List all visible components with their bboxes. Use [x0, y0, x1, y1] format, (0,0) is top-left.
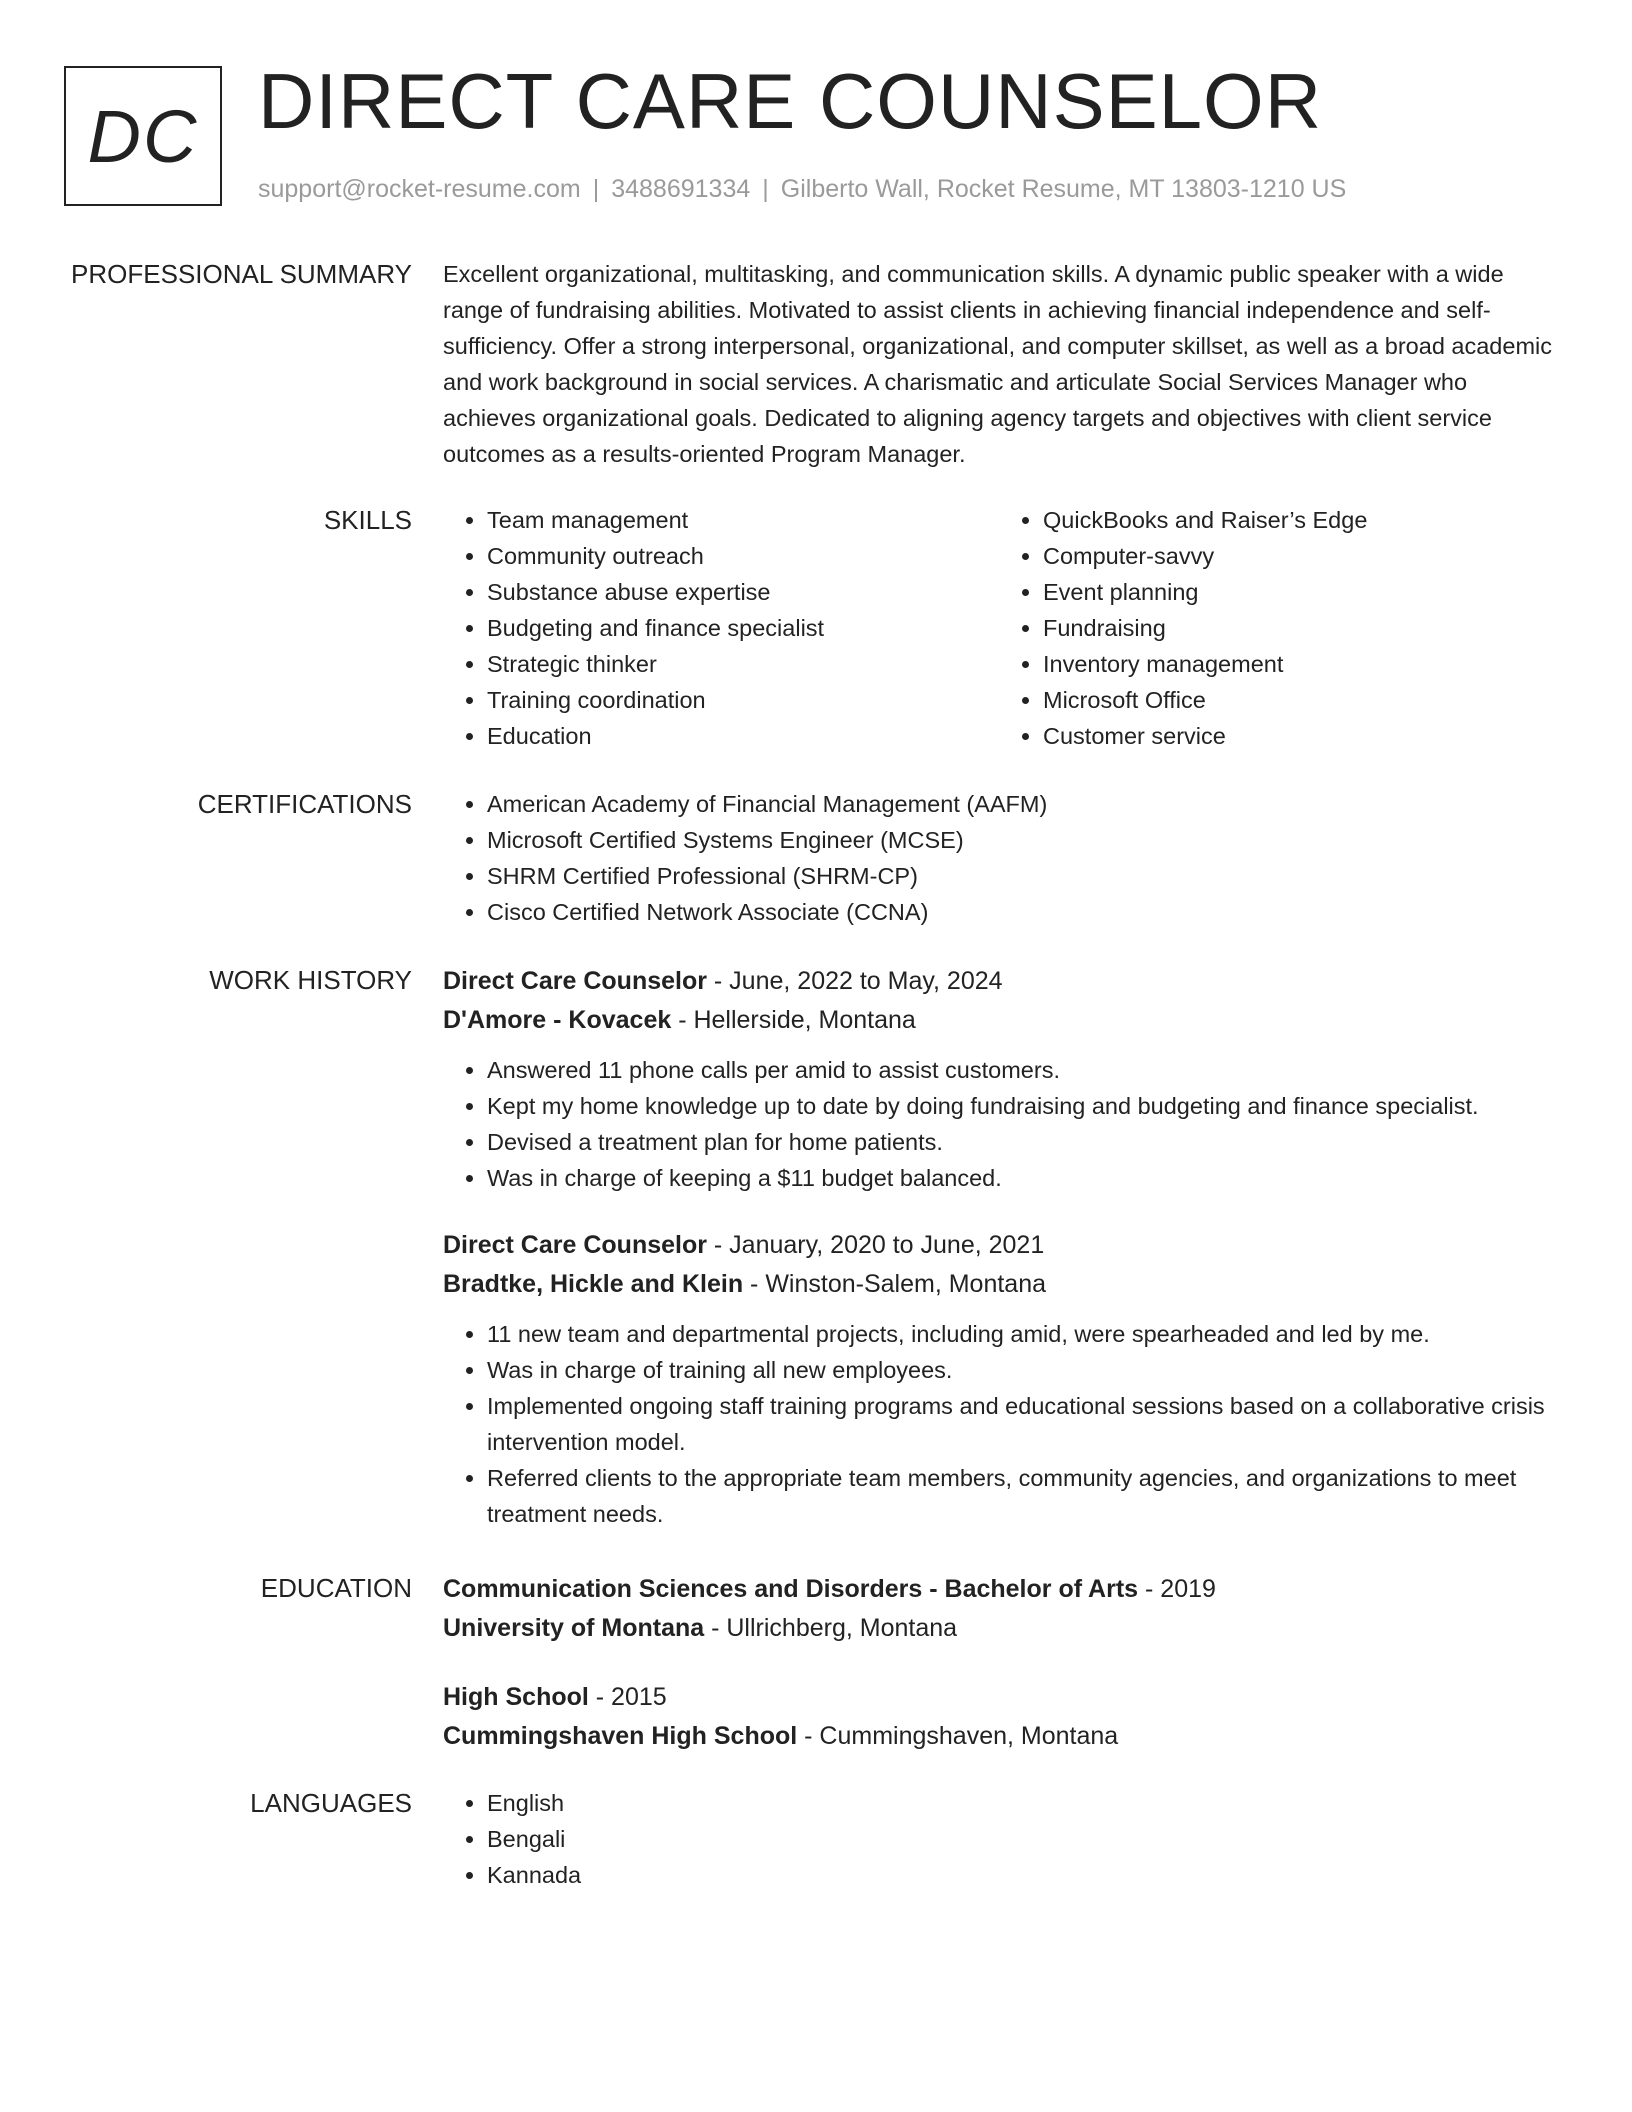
job-company-line: [443, 1001, 1555, 1040]
contact-address: Gilberto Wall, Rocket Resume, MT 13803-1210 US: [780, 175, 1347, 203]
list-item: • Customer service: [1043, 718, 1555, 754]
list-item: • Referred clients to the appropriate team members, community agencies, and organizations to meet treatment needs.: [487, 1460, 1555, 1532]
school: Cummingshaven High School: [443, 1722, 798, 1750]
certifications-list: [443, 786, 1555, 930]
list-item: • English: [487, 1785, 1555, 1821]
summary-text: Excellent organizational, multitasking, and communication skills. A dynamic public speaker with a wide range of fundraising abilities. Motivated to assist clients in achieving financial independence and self-sufficiency. Offer a strong interpersonal, organizational, and computer skillset, as well as a broad academic and work background in social services. A charismatic and articulate Social Services Manager who achieves organizational goals. Dedicated to aligning agency targets and objectives with client service outcomes as a results-oriented Program Manager.: [443, 261, 1552, 467]
degree: Communication Sciences and Disorders - Bachelor of Arts: [443, 1575, 1139, 1603]
list-item: • Microsoft Certified Systems Engineer (MCSE): [487, 822, 1555, 858]
list-item: • Was in charge of keeping a $11 budget balanced.: [487, 1160, 1555, 1196]
list-item: • American Academy of Financial Management (AAFM): [487, 786, 1555, 822]
list-item: • Training coordination: [487, 682, 999, 718]
list-item: • Was in charge of training all new employees.: [487, 1352, 1555, 1388]
monogram-box: [64, 66, 222, 206]
section-heading: WORK HISTORY: [209, 965, 412, 995]
certifications-body: [443, 786, 1555, 930]
job-bullets: [443, 1052, 1555, 1196]
list-item: • QuickBooks and Raiser’s Edge: [1043, 502, 1555, 538]
skills-list-left: [443, 502, 999, 754]
contact-email: support@rocket-resume.com: [258, 175, 581, 203]
page-title: DIRECT CARE COUNSELOR: [258, 57, 1323, 145]
list-item: • 11 new team and departmental projects, including amid, were spearheaded and led by me.: [487, 1316, 1555, 1352]
list-item: • Substance abuse expertise: [487, 574, 999, 610]
school-line: [443, 1609, 1555, 1648]
list-item: • Computer-savvy: [1043, 538, 1555, 574]
list-item: • Kept my home knowledge up to date by doing fundraising and budgeting and finance specialist.: [487, 1088, 1555, 1124]
job-bullets: [443, 1316, 1555, 1532]
job-dates: - June, 2022 to May, 2024: [706, 967, 1003, 995]
list-item: • Kannada: [487, 1857, 1555, 1893]
job-location: - Winston-Salem, Montana: [743, 1270, 1047, 1298]
degree-year: - 2019: [1138, 1575, 1216, 1603]
section-heading: SKILLS: [323, 505, 412, 535]
section-heading: EDUCATION: [260, 1573, 412, 1603]
list-item: • Budgeting and finance specialist: [487, 610, 999, 646]
contact-separator: |: [762, 175, 769, 203]
school-location: - Cummingshaven, Montana: [797, 1722, 1119, 1750]
section-heading: LANGUAGES: [250, 1788, 412, 1818]
work-history-body: [443, 962, 1555, 1532]
degree-year: - 2015: [588, 1683, 667, 1711]
list-item: • Strategic thinker: [487, 646, 999, 682]
education-body: [443, 1570, 1555, 1756]
section-heading: PROFESSIONAL SUMMARY: [71, 259, 412, 289]
list-item: • Fundraising: [1043, 610, 1555, 646]
school-line: [443, 1717, 1555, 1756]
list-item: • Implemented ongoing staff training programs and educational sessions based on a collaborative crisis intervention model.: [487, 1388, 1555, 1460]
job-title-line: [443, 962, 1555, 1001]
list-item: • Microsoft Office: [1043, 682, 1555, 718]
school: University of Montana: [443, 1614, 705, 1642]
job-title: Direct Care Counselor: [443, 1231, 707, 1259]
list-item: • Event planning: [1043, 574, 1555, 610]
job-company-line: [443, 1265, 1555, 1304]
education-entry: [443, 1678, 1555, 1756]
contact-phone: 3488691334: [611, 175, 751, 203]
degree-line: [443, 1678, 1555, 1717]
list-item: • Cisco Certified Network Associate (CCNA): [487, 894, 1555, 930]
degree: High School: [443, 1683, 589, 1711]
degree-line: [443, 1570, 1555, 1609]
job-company: Bradtke, Hickle and Klein: [443, 1270, 744, 1298]
list-item: • Team management: [487, 502, 999, 538]
education-entry: [443, 1570, 1555, 1648]
job-title-line: [443, 1226, 1555, 1265]
list-item: • Bengali: [487, 1821, 1555, 1857]
contact-line: [258, 172, 1346, 206]
monogram-initials: DC: [87, 94, 199, 178]
skills-list-right: [999, 502, 1555, 754]
list-item: • SHRM Certified Professional (SHRM-CP): [487, 858, 1555, 894]
list-item: • Community outreach: [487, 538, 999, 574]
school-location: - Ullrichberg, Montana: [704, 1614, 958, 1642]
contact-separator: |: [592, 175, 600, 203]
job-dates: - January, 2020 to June, 2021: [706, 1231, 1045, 1259]
job-entry: [443, 1226, 1555, 1532]
section-heading: CERTIFICATIONS: [197, 789, 412, 819]
job-location: - Hellerside, Montana: [671, 1006, 916, 1034]
languages-body: [443, 1785, 1555, 1893]
list-item: • Education: [487, 718, 999, 754]
job-title: Direct Care Counselor: [443, 967, 707, 995]
languages-list: [443, 1785, 1555, 1893]
list-item: • Devised a treatment plan for home patients.: [487, 1124, 1555, 1160]
job-company: D'Amore - Kovacek: [443, 1006, 672, 1034]
list-item: • Answered 11 phone calls per amid to assist customers.: [487, 1052, 1555, 1088]
list-item: • Inventory management: [1043, 646, 1555, 682]
job-entry: [443, 962, 1555, 1196]
skills-columns: [443, 502, 1555, 754]
